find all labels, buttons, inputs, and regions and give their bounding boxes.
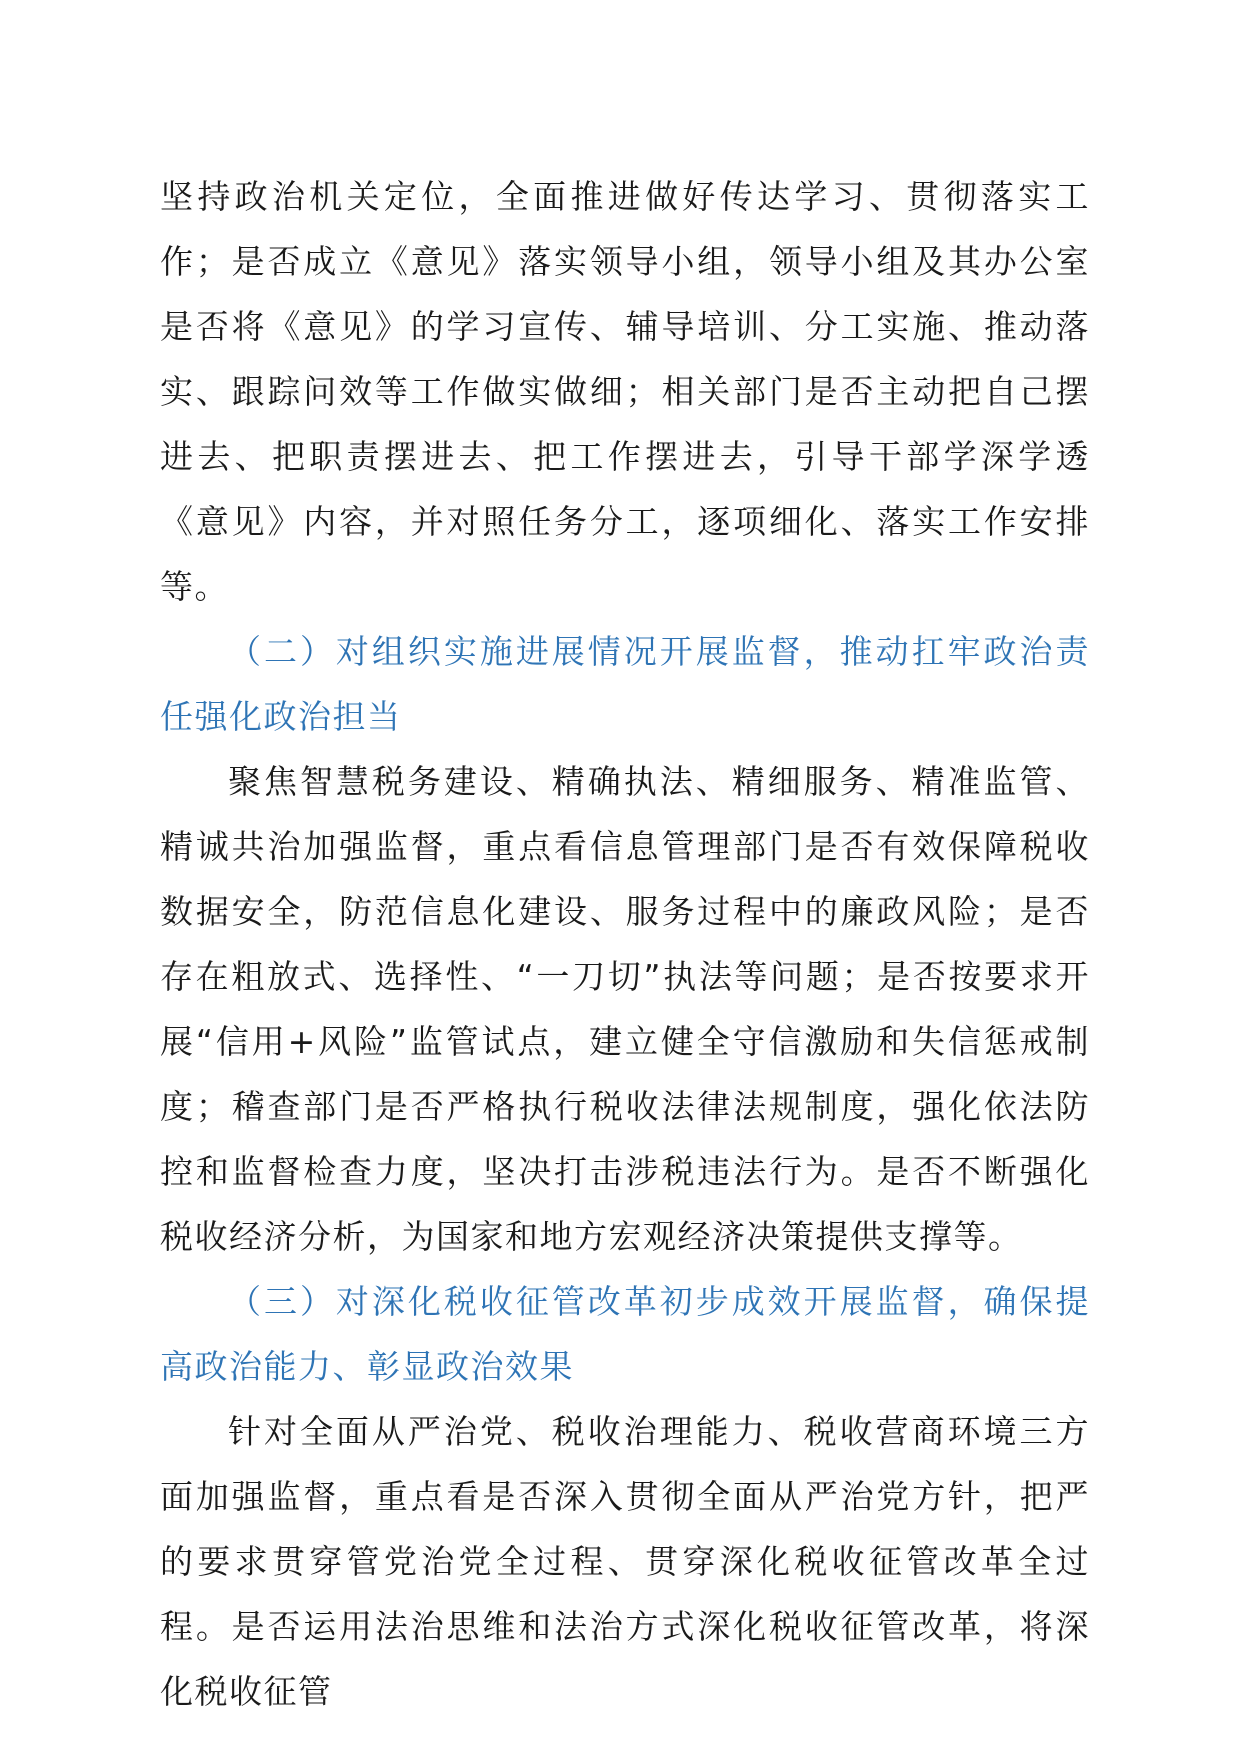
paragraph-section-3: 针对全面从严治党、税收治理能力、税收营商环境三方面加强监督，重点看是否深入贯彻全面从严治党方针，把严的要求贯穿管党治党全过程、贯穿深化税收征管改革全过程。是否运用法治思维和法治方式深化税收征管改革，将深化税收征管 [160, 1412, 1090, 1711]
section-heading-3: （三）对深化税收征管改革初步成效开展监督，确保提高政治能力、彰显政治效果 [160, 1282, 1090, 1386]
paragraph-continuation: 坚持政治机关定位，全面推进做好传达学习、贯彻落实工作；是否成立《意见》落实领导小组，领导小组及其办公室是否将《意见》的学习宣传、辅导培训、分工实施、推动落实、跟踪问效等工作做实做细；相关部门是否主动把自己摆进去、把职责摆进去、把工作摆进去，引导干部学深学透《意见》内容，并对照任务分工，逐项细化、落实工作安排等。 [160, 177, 1090, 606]
document-body [160, 164, 1090, 1724]
section-heading-2: （二）对组织实施进展情况开展监督，推动扛牢政治责任强化政治担当 [160, 632, 1090, 736]
paragraph-section-2: 聚焦智慧税务建设、精确执法、精细服务、精准监管、精诚共治加强监督，重点看信息管理部门是否有效保障税收数据安全，防范信息化建设、服务过程中的廉政风险；是否存在粗放式、选择性、“一刀切”执法等问题；是否按要求开展“信用+风险”监管试点，建立健全守信激励和失信惩戒制度；稽查部门是否严格执行税收法律法规制度，强化依法防控和监督检查力度，坚决打击涉税违法行为。是否不断强化税收经济分析，为国家和地方宏观经济决策提供支撑等。 [160, 762, 1090, 1256]
